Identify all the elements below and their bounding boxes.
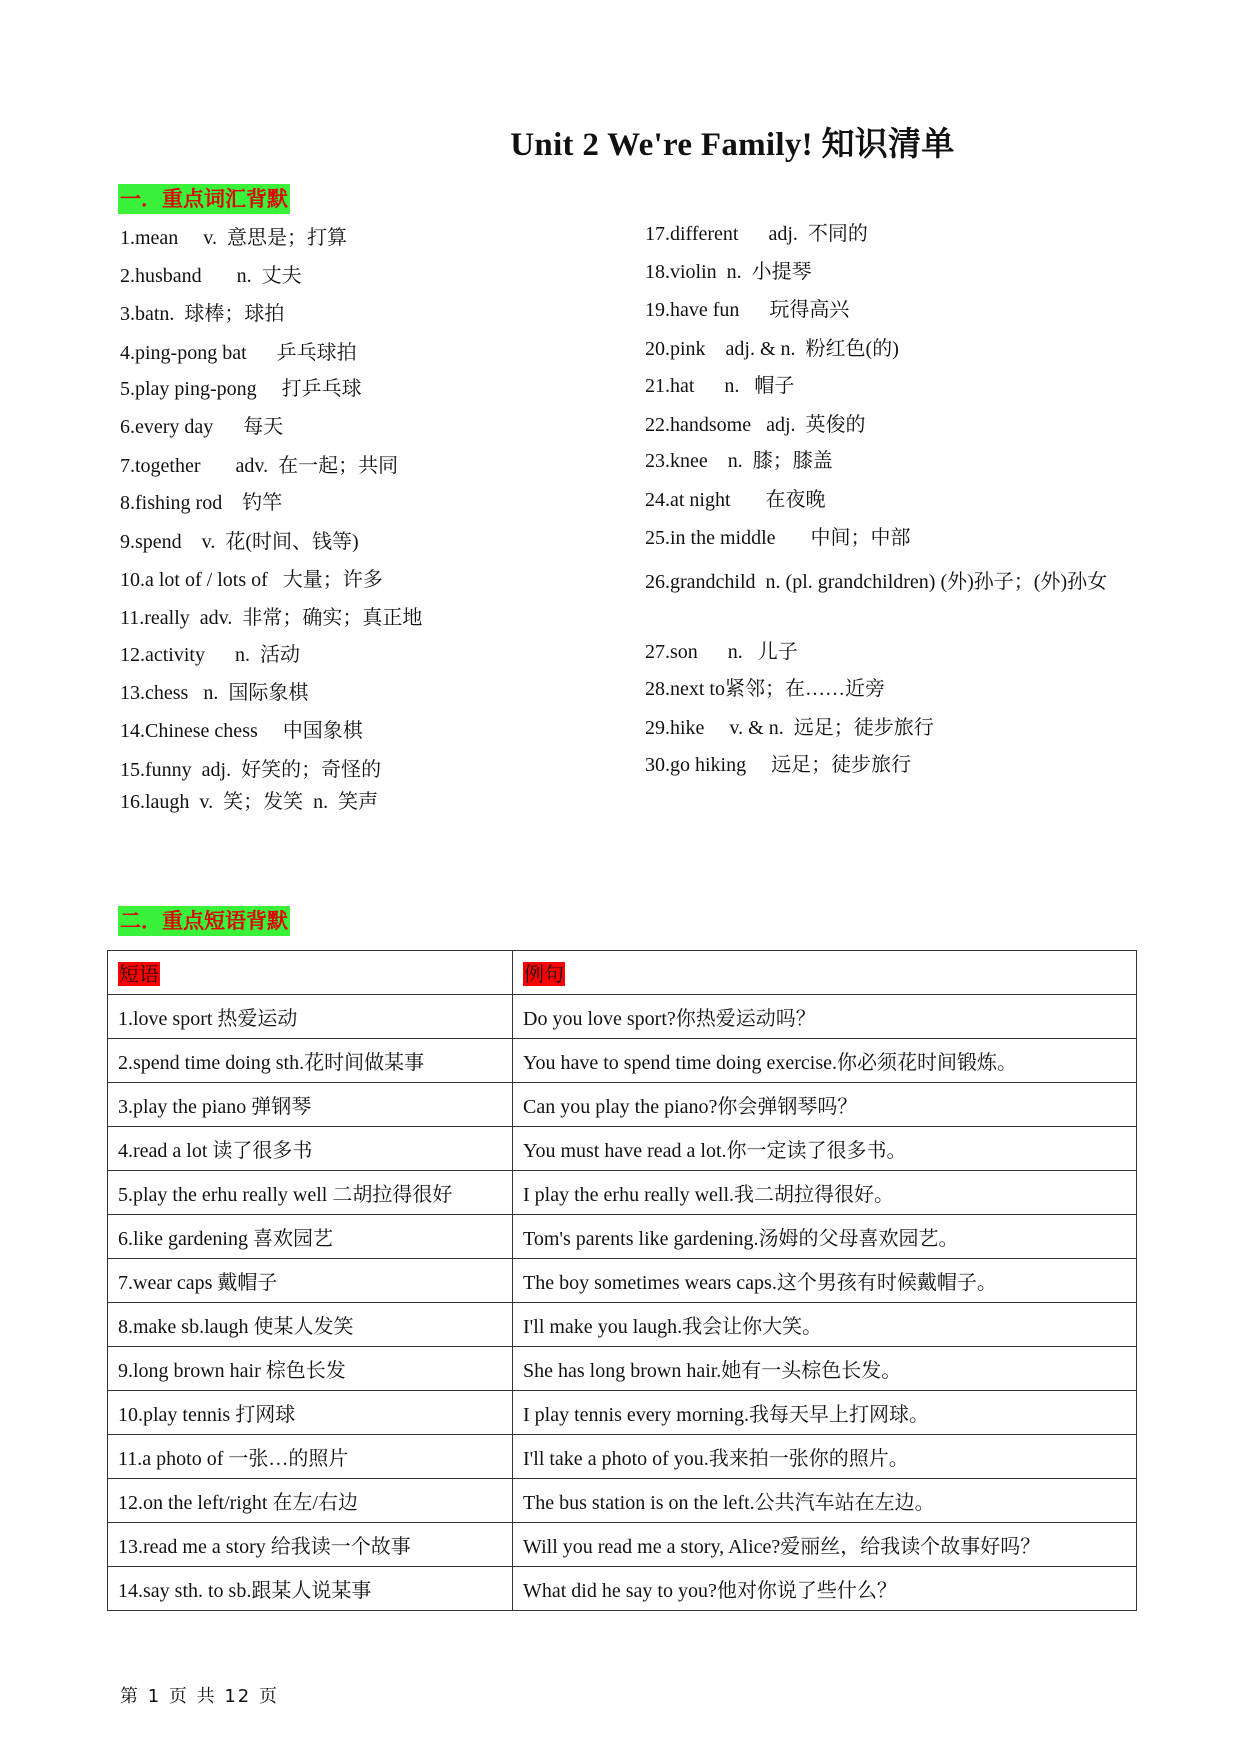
vocab-item: 20.pink adj. & n. 粉红色(的) (645, 338, 899, 360)
section-heading-phrases: 二．重点短语背默 (118, 906, 290, 936)
vocab-item: 29.hike v. & n. 远足；徒步旅行 (645, 717, 934, 739)
vocab-item: 14.Chinese chess 中国象棋 (120, 720, 363, 742)
table-row (108, 1171, 1137, 1215)
vocab-item: 21.hat n. 帽子 (645, 375, 795, 397)
vocab-item: 13.chess n. 国际象棋 (120, 682, 309, 704)
vocab-item: 22.handsome adj. 英俊的 (645, 414, 866, 436)
table-row (108, 1567, 1137, 1611)
example-cell: You must have read a lot.你一定读了很多书。 (513, 1127, 1137, 1171)
phrase-cell: 3.play the piano 弹钢琴 (108, 1083, 513, 1127)
example-cell: I play tennis every morning.我每天早上打网球。 (513, 1391, 1137, 1435)
vocab-item: 28.next to紧邻；在……近旁 (645, 678, 885, 700)
table-row (108, 1127, 1137, 1171)
phrase-cell: 10.play tennis 打网球 (108, 1391, 513, 1435)
column-header-example (513, 951, 1137, 995)
example-cell: Can you play the piano?你会弹钢琴吗？ (513, 1083, 1137, 1127)
vocab-item: 6.every day 每天 (120, 416, 284, 438)
example-cell: What did he say to you?他对你说了些什么？ (513, 1567, 1137, 1611)
example-cell: You have to spend time doing exercise.你必须花时间锻炼。 (513, 1039, 1137, 1083)
example-cell: I'll take a photo of you.我来拍一张你的照片。 (513, 1435, 1137, 1479)
vocab-item: 26.grandchild n. (pl. grandchildren) (外)孙子；(外)孙女 (645, 571, 1108, 593)
vocab-item: 10.a lot of / lots of 大量；许多 (120, 569, 383, 591)
column-header-phrase (108, 951, 513, 995)
example-cell: Will you read me a story, Alice?爱丽丝，给我读个故事好吗？ (513, 1523, 1137, 1567)
table-row (108, 995, 1137, 1039)
phrase-cell: 9.long brown hair 棕色长发 (108, 1347, 513, 1391)
phrase-cell: 1.love sport 热爱运动 (108, 995, 513, 1039)
phrase-cell: 13.read me a story 给我读一个故事 (108, 1523, 513, 1567)
phrase-cell: 11.a photo of 一张…的照片 (108, 1435, 513, 1479)
vocab-item: 16.laugh v. 笑；发笑 n. 笑声 (120, 791, 379, 813)
vocab-item: 19.have fun 玩得高兴 (645, 299, 850, 321)
vocab-item: 8.fishing rod 钓竿 (120, 492, 283, 514)
vocab-item: 12.activity n. 活动 (120, 644, 300, 666)
vocab-item: 3.batn. 球棒；球拍 (120, 303, 285, 325)
vocab-item: 1.mean v. 意思是；打算 (120, 227, 348, 249)
page-title-text: Unit 2 We're Family! 知识清单 (510, 127, 955, 163)
table-row (108, 1435, 1137, 1479)
table-row (108, 1259, 1137, 1303)
vocab-item: 2.husband n. 丈夫 (120, 265, 302, 287)
vocab-item: 27.son n. 儿子 (645, 641, 798, 663)
phrase-cell: 14.say sth. to sb.跟某人说某事 (108, 1567, 513, 1611)
table-row (108, 1523, 1137, 1567)
section-heading-vocabulary: 一．重点词汇背默 (118, 184, 290, 214)
vocab-item: 5.play ping-pong 打乒乓球 (120, 378, 362, 400)
vocab-item: 9.spend v. 花(时间、钱等) (120, 531, 359, 553)
vocab-item: 4.ping-pong bat 乒乓球拍 (120, 342, 357, 364)
table-row (108, 1479, 1137, 1523)
phrase-cell: 8.make sb.laugh 使某人发笑 (108, 1303, 513, 1347)
phrase-cell: 2.spend time doing sth.花时间做某事 (108, 1039, 513, 1083)
phrase-table (107, 950, 1137, 1611)
vocab-item: 17.different adj. 不同的 (645, 223, 868, 245)
vocab-item: 24.at night 在夜晚 (645, 489, 826, 511)
table-row (108, 1303, 1137, 1347)
phrase-cell: 12.on the left/right 在左/右边 (108, 1479, 513, 1523)
column-header-phrase-label: 短语 (119, 962, 159, 986)
vocab-item: 18.violin n. 小提琴 (645, 261, 812, 283)
vocab-item: 30.go hiking 远足；徒步旅行 (645, 754, 912, 776)
phrase-cell: 7.wear caps 戴帽子 (108, 1259, 513, 1303)
table-row (108, 1215, 1137, 1259)
vocab-item: 15.funny adj. 好笑的；奇怪的 (120, 759, 382, 781)
table-header-row (108, 951, 1137, 995)
example-cell: Do you love sport?你热爱运动吗？ (513, 995, 1137, 1039)
table-row (108, 1391, 1137, 1435)
phrase-cell: 4.read a lot 读了很多书 (108, 1127, 513, 1171)
vocab-item: 23.knee n. 膝；膝盖 (645, 450, 833, 472)
example-cell: I play the erhu really well.我二胡拉得很好。 (513, 1171, 1137, 1215)
table-row (108, 1039, 1137, 1083)
vocab-item: 25.in the middle 中间；中部 (645, 527, 911, 549)
phrase-cell: 6.like gardening 喜欢园艺 (108, 1215, 513, 1259)
example-cell: Tom's parents like gardening.汤姆的父母喜欢园艺。 (513, 1215, 1137, 1259)
example-cell: The bus station is on the left.公共汽车站在左边。 (513, 1479, 1137, 1523)
example-cell: The boy sometimes wears caps.这个男孩有时候戴帽子。 (513, 1259, 1137, 1303)
table-row (108, 1347, 1137, 1391)
table-row (108, 1083, 1137, 1127)
page-footer: 第 1 页 共 12 页 (120, 1686, 279, 1707)
example-cell: She has long brown hair.她有一头棕色长发。 (513, 1347, 1137, 1391)
column-header-example-label: 例句 (524, 962, 564, 986)
phrase-cell: 5.play the erhu really well 二胡拉得很好 (108, 1171, 513, 1215)
vocab-item: 7.together adv. 在一起；共同 (120, 455, 399, 477)
page-title (0, 118, 1241, 165)
vocab-item: 11.really adv. 非常；确实；真正地 (120, 607, 423, 629)
example-cell: I'll make you laugh.我会让你大笑。 (513, 1303, 1137, 1347)
